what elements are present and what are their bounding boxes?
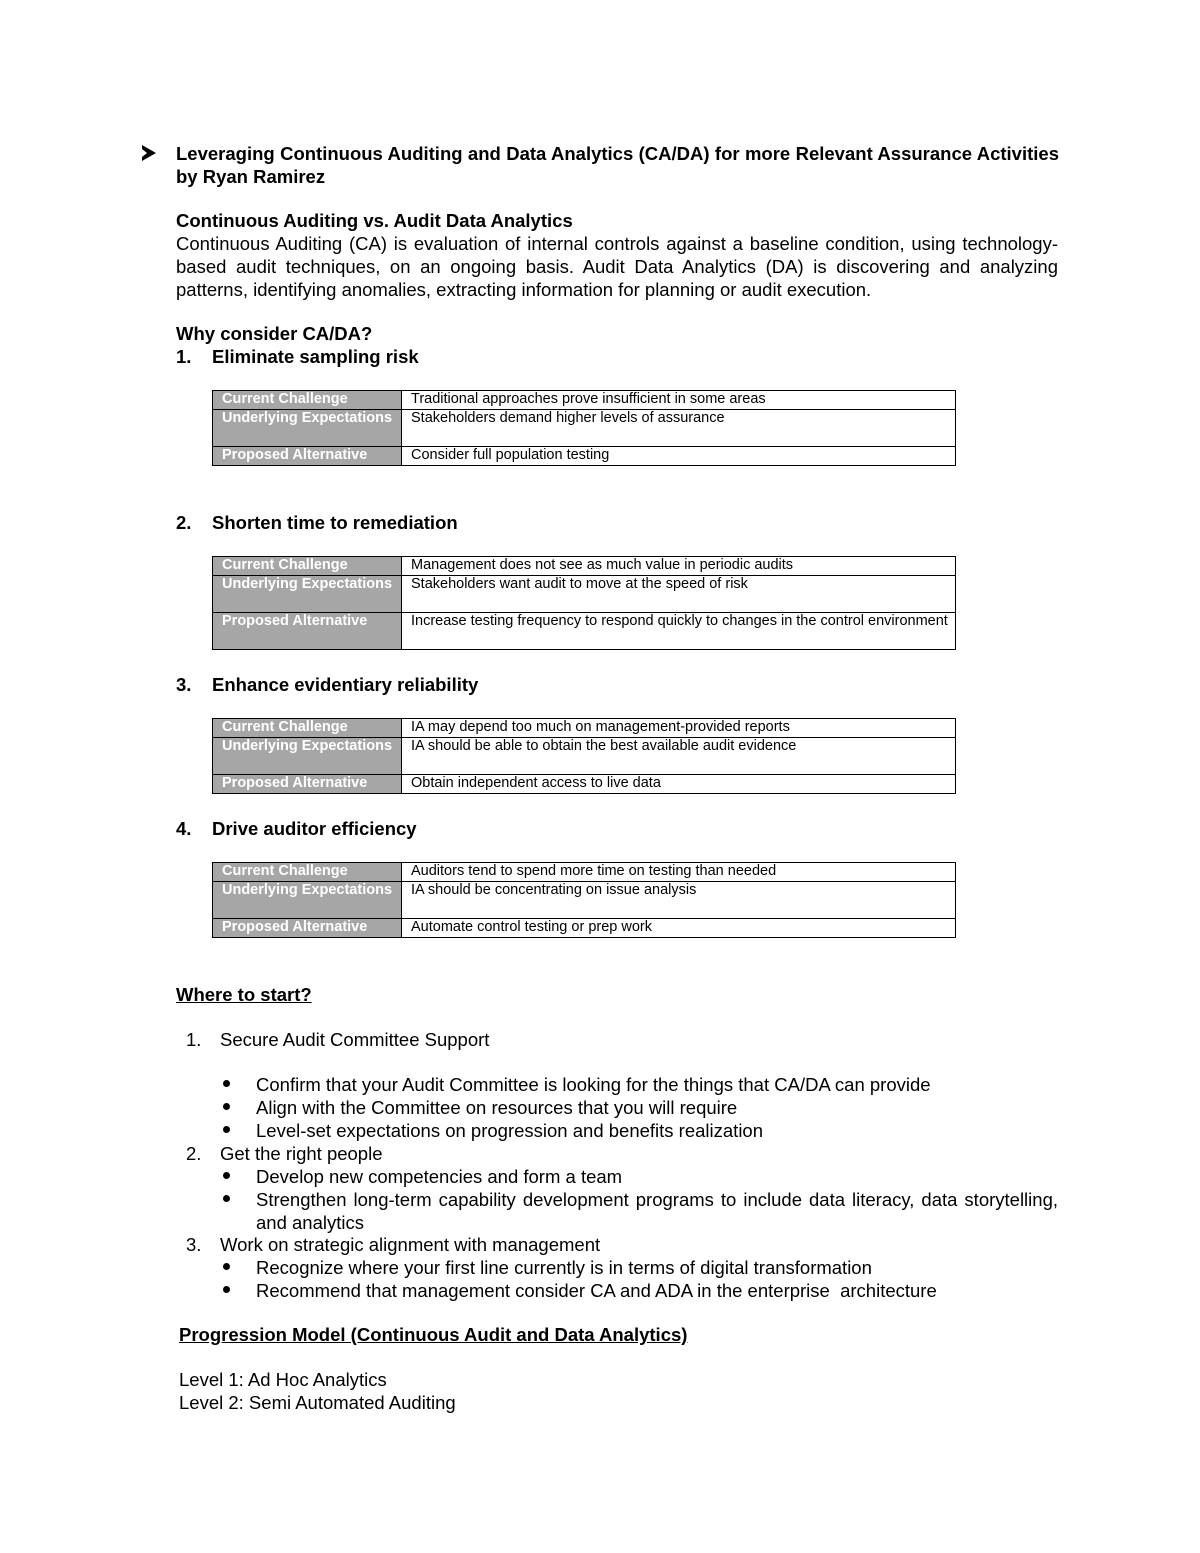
value-underlying-expectations: IA should be able to obtain the best available audit evidence — [402, 738, 956, 775]
bullet-icon — [223, 1080, 230, 1087]
step-label: Secure Audit Committee Support — [220, 1029, 490, 1050]
value-current-challenge: Auditors tend to spend more time on testing than needed — [402, 863, 956, 882]
table-row — [213, 882, 956, 919]
value-proposed-alternative: Obtain independent access to live data — [402, 775, 956, 794]
bullet-icon — [223, 1103, 230, 1110]
label-proposed-alternative: Proposed Alternative — [213, 775, 402, 794]
label-underlying-expectations: Underlying Expectations — [213, 882, 402, 919]
item-title: Eliminate sampling risk — [212, 346, 419, 367]
challenge-table — [212, 718, 956, 794]
step-number: 2. — [186, 1143, 202, 1164]
table-row — [213, 557, 956, 576]
value-proposed-alternative: Consider full population testing — [402, 447, 956, 466]
label-underlying-expectations: Underlying Expectations — [213, 576, 402, 613]
value-underlying-expectations: IA should be concentrating on issue analysis — [402, 882, 956, 919]
item-title: Drive auditor efficiency — [212, 818, 417, 839]
item-title: Shorten time to remediation — [212, 512, 458, 533]
why-consider-heading: Why consider CA/DA? — [176, 323, 373, 344]
label-proposed-alternative: Proposed Alternative — [213, 447, 402, 466]
bullet-icon — [223, 1195, 230, 1202]
value-proposed-alternative: Automate control testing or prep work — [402, 919, 956, 938]
item-number: 4. — [176, 818, 192, 839]
label-current-challenge: Current Challenge — [213, 557, 402, 576]
table-row — [213, 576, 956, 613]
list-item: Recommend that management consider CA and ADA in the enterprise architecture — [256, 1280, 937, 1301]
value-current-challenge: Management does not see as much value in periodic audits — [402, 557, 956, 576]
list-item: Recognize where your first line currently is in terms of digital transformation — [256, 1257, 872, 1278]
item-number: 3. — [176, 674, 192, 695]
step-label: Work on strategic alignment with management — [220, 1234, 601, 1255]
value-current-challenge: Traditional approaches prove insufficient in some areas — [402, 391, 956, 410]
value-proposed-alternative: Increase testing frequency to respond quickly to changes in the control environment — [402, 613, 956, 650]
bullet-icon — [223, 1172, 230, 1179]
table-row — [213, 613, 956, 650]
arrow-bullet-icon — [142, 145, 156, 161]
label-underlying-expectations: Underlying Expectations — [213, 738, 402, 775]
label-current-challenge: Current Challenge — [213, 391, 402, 410]
item-number: 1. — [176, 346, 192, 367]
bullet-icon — [223, 1126, 230, 1133]
table-row — [213, 738, 956, 775]
step-number: 3. — [186, 1234, 202, 1255]
list-item: Develop new competencies and form a team — [256, 1166, 623, 1187]
bullet-icon — [223, 1286, 230, 1293]
list-item: Align with the Committee on resources that you will require — [256, 1097, 738, 1118]
item-number: 2. — [176, 512, 192, 533]
table-row — [213, 447, 956, 466]
label-proposed-alternative: Proposed Alternative — [213, 613, 402, 650]
challenge-table — [212, 556, 956, 650]
table-row — [213, 391, 956, 410]
progression-level: Level 2: Semi Automated Auditing — [179, 1392, 456, 1413]
list-item: Strengthen long-term capability development programs to include data literacy, data storytelling, and analytics — [256, 1189, 1058, 1233]
challenge-table — [212, 862, 956, 938]
step-number: 1. — [186, 1029, 202, 1050]
challenge-table — [212, 390, 956, 466]
table-row — [213, 919, 956, 938]
label-underlying-expectations: Underlying Expectations — [213, 410, 402, 447]
where-to-start-heading: Where to start? — [176, 984, 312, 1005]
list-item: Level-set expectations on progression and benefits realization — [256, 1120, 764, 1141]
step-label: Get the right people — [220, 1143, 383, 1164]
bullet-icon — [223, 1263, 230, 1270]
label-current-challenge: Current Challenge — [213, 863, 402, 882]
table-row — [213, 775, 956, 794]
section-body-ca-vs-da: Continuous Auditing (CA) is evaluation of internal controls against a baseline condition, using technology-based audit techniques, on an ongoing basis. Audit Data Analytics (DA) is discovering and analyzing patterns, identifying anomalies, extracting information for planning or audit execution. — [176, 233, 1058, 300]
table-row — [213, 410, 956, 447]
table-row — [213, 719, 956, 738]
value-underlying-expectations: Stakeholders demand higher levels of assurance — [402, 410, 956, 447]
label-proposed-alternative: Proposed Alternative — [213, 919, 402, 938]
section-heading-ca-vs-da: Continuous Auditing vs. Audit Data Analytics — [176, 210, 573, 231]
table-row — [213, 863, 956, 882]
progression-model-heading: Progression Model (Continuous Audit and Data Analytics) — [179, 1324, 688, 1345]
progression-level: Level 1: Ad Hoc Analytics — [179, 1369, 387, 1390]
item-title: Enhance evidentiary reliability — [212, 674, 479, 695]
document-title: Leveraging Continuous Auditing and Data Analytics (CA/DA) for more Relevant Assurance Activities by Ryan Ramirez — [176, 143, 1059, 187]
value-underlying-expectations: Stakeholders want audit to move at the speed of risk — [402, 576, 956, 613]
label-current-challenge: Current Challenge — [213, 719, 402, 738]
value-current-challenge: IA may depend too much on management-provided reports — [402, 719, 956, 738]
list-item: Confirm that your Audit Committee is looking for the things that CA/DA can provide — [256, 1074, 931, 1095]
